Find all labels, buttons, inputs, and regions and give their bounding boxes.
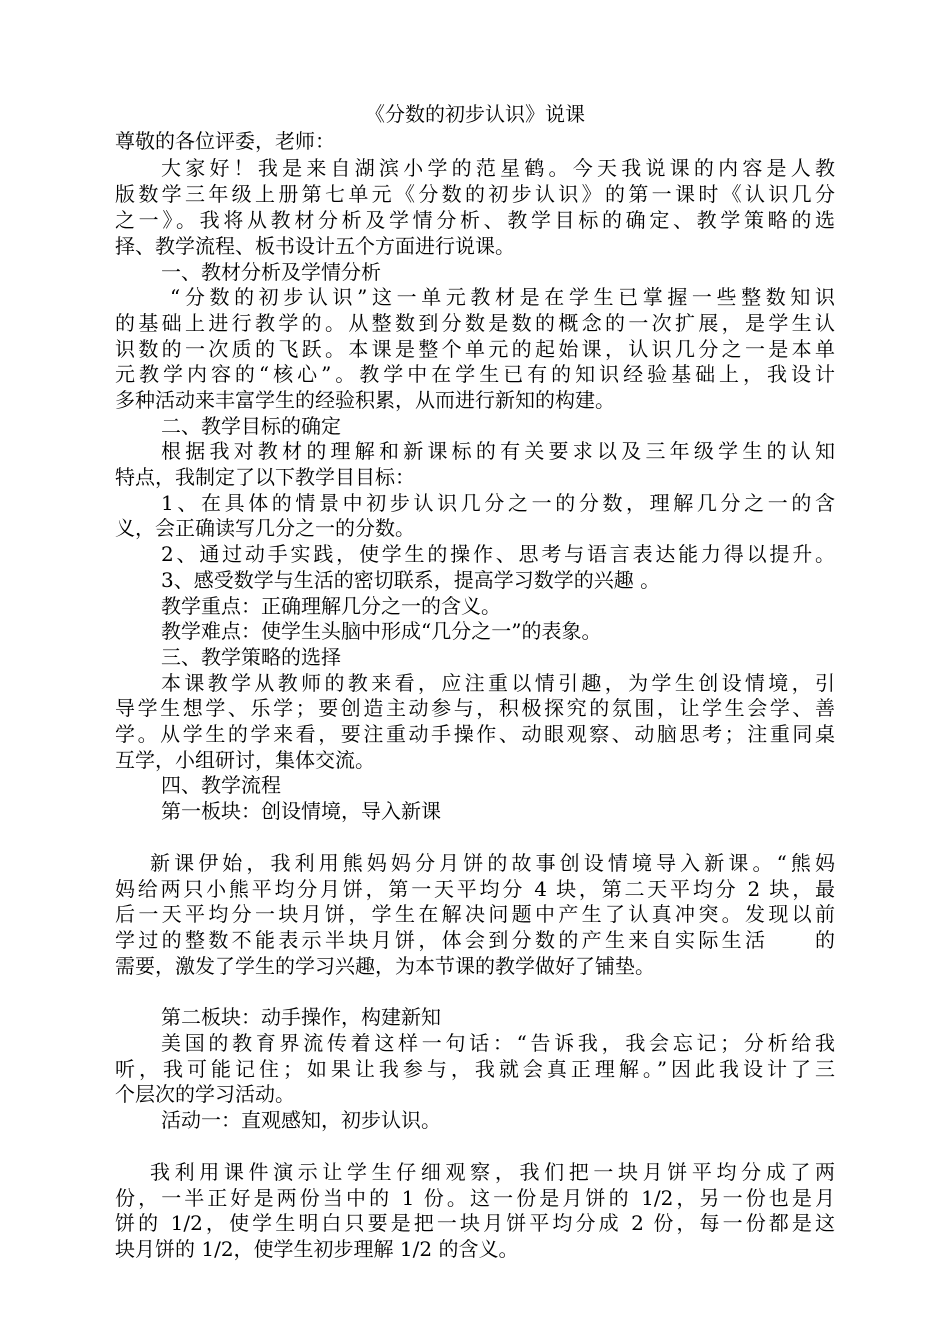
paragraph-line: 导学生想学、乐学；要创造主动参与，积极探究的氛围，让学生会学、善 (115, 696, 835, 720)
paragraph-line: 本课教学从教师的教来看，应注重以情引趣，为学生创设情境，引 (161, 671, 835, 695)
section-heading: 二、教学目标的确定 (161, 414, 341, 438)
paragraph-line: 块月饼的 1/2，使学生初步理解 1/2 的含义。 (115, 1237, 519, 1261)
paragraph-line: 需要，激发了学生的学习兴趣，为本节课的教学做好了铺垫。 (115, 954, 655, 978)
paragraph-line: 版数学三年级上册第七单元《分数的初步认识》的第一课时《认识几分 (115, 182, 835, 206)
paragraph-line: 识数的一次质的飞跃。本课是整个单元的起始课，认识几分之一是本单 (115, 337, 835, 361)
paragraph-line: 妈给两只小熊平均分月饼，第一天平均分 4 块，第二天平均分 2 块，最 (115, 877, 835, 901)
paragraph-line: 元教学内容的“核心”。教学中在学生已有的知识经验基础上，我设计 (115, 362, 835, 386)
paragraph-line: 新课伊始，我利用熊妈妈分月饼的故事创设情境导入新课。“熊妈 (150, 851, 835, 875)
subsection-heading: 第一板块：创设情境，导入新课 (161, 799, 441, 823)
salutation-line: 尊敬的各位评委，老师： (115, 129, 335, 153)
paragraph-line: 个层次的学习活动。 (115, 1082, 295, 1106)
document-title: 《分数的初步认识》说课 (365, 102, 585, 126)
paragraph-line: 教学重点：正确理解几分之一的含义。 (161, 594, 501, 618)
paragraph-line: 份，一半正好是两份当中的 1 份。这一份是月饼的 1/2，另一份也是月 (115, 1186, 835, 1210)
paragraph-line: 3、感受数学与生活的密切联系，提高学习数学的兴趣 。 (161, 568, 661, 592)
paragraph-line: 1、在具体的情景中初步认识几分之一的分数，理解几分之一的含 (161, 491, 835, 515)
section-heading: 一、教材分析及学情分析 (161, 260, 381, 284)
section-heading: 四、教学流程 (161, 773, 281, 797)
paragraph-line: 多种活动来丰富学生的经验积累，从而进行新知的构建。 (115, 388, 615, 412)
paragraph-line: 特点，我制定了以下教学目目标： (115, 465, 415, 489)
paragraph-line: 根据我对教材的理解和新课标的有关要求以及三年级学生的认知 (161, 439, 835, 463)
paragraph-line: 后一天平均分一块月饼，学生在解决问题中产生了认真冲突。发现以前 (115, 902, 835, 926)
paragraph-line: 的基础上进行教学的。从整数到分数是数的概念的一次扩展，是学生认 (115, 311, 835, 335)
paragraph-line: 学。从学生的学来看，要注重动手操作、动眼观察、动脑思考；注重同桌 (115, 722, 835, 746)
paragraph-line: “分数的初步认识”这一单元教材是在学生已掌握一些整数知识 (170, 285, 835, 309)
section-heading: 三、教学策略的选择 (161, 645, 341, 669)
paragraph-line: 饼的 1/2，使学生明白只要是把一块月饼平均分成 2 份，每一份都是这 (115, 1211, 835, 1235)
paragraph-line: 互学，小组研讨，集体交流。 (115, 748, 375, 772)
paragraph-line: 择、教学流程、板书设计五个方面进行说课。 (115, 234, 515, 258)
paragraph-line: 大家好！我是来自湖滨小学的范星鹤。今天我说课的内容是人教 (161, 156, 835, 180)
paragraph-line: 我利用课件演示让学生仔细观察，我们把一块月饼平均分成了两 (150, 1160, 835, 1184)
paragraph-line: 2、通过动手实践，使学生的操作、思考与语言表达能力得以提升。 (161, 542, 835, 566)
activity-heading: 活动一：直观感知，初步认识。 (161, 1108, 441, 1132)
paragraph-line: 之一》。我将从教材分析及学情分析、教学目标的确定、教学策略的选 (115, 208, 835, 232)
paragraph-line: 学过的整数不能表示半块月饼，体会到分数的产生来自实际生活 的 (115, 928, 835, 952)
paragraph-line: 义，会正确读写几分之一的分数。 (115, 516, 415, 540)
paragraph-line: 听，我可能记住；如果让我参与，我就会真正理解。”因此我设计了三 (115, 1057, 835, 1081)
paragraph-line: 美国的教育界流传着这样一句话：“告诉我，我会忘记；分析给我 (161, 1031, 835, 1055)
subsection-heading: 第二板块：动手操作，构建新知 (161, 1005, 441, 1029)
paragraph-line: 教学难点：使学生头脑中形成“几分之一”的表象。 (161, 619, 602, 643)
